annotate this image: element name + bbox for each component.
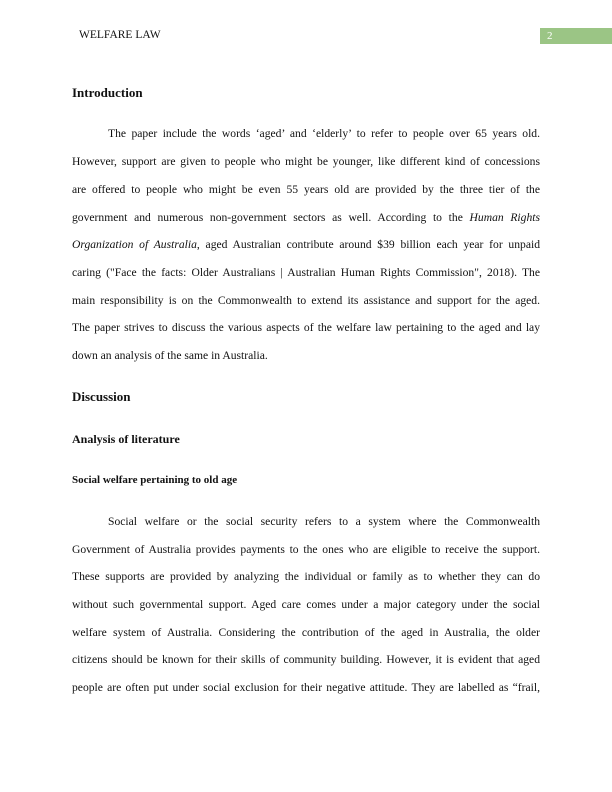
heading-analysis: Analysis of literature [72, 432, 180, 446]
intro-line: Organization of Australia, aged Australian contribute around $39 billion each year for unpaid [72, 238, 540, 251]
heading-discussion: Discussion [72, 389, 131, 404]
intro-line: However, support are given to people who might be younger, like different kind of concessions [72, 155, 540, 168]
heading-social-welfare: Social welfare pertaining to old age [72, 474, 238, 486]
intro-line: The paper strives to discuss the various aspects of the welfare law pertaining to the aged and lay [72, 321, 540, 334]
intro-line: down an analysis of the same in Australia. [72, 349, 268, 362]
italic-org-name: Organization of Australia [72, 238, 197, 251]
page-number: 2 [540, 28, 612, 44]
intro-line: government and numerous non-government sectors as well. According to the Human Rights [72, 211, 540, 224]
welfare-line: These supports are provided by analyzing the individual or family as to whether they can do [72, 570, 540, 583]
welfare-line: Social welfare or the social security refers to a system where the Commonwealth [108, 515, 540, 528]
welfare-line: citizens should be known for their skills of community building. However, it is evident that aged [72, 653, 540, 666]
intro-line: main responsibility is on the Commonwealth to extend its assistance and support for the aged. [72, 294, 540, 307]
intro-line: The paper include the words ‘aged’ and ‘elderly’ to refer to people over 65 years old. [108, 127, 540, 140]
intro-line: caring ("Face the facts: Older Australians | Australian Human Rights Commission", 2018). The [72, 266, 540, 279]
heading-introduction: Introduction [72, 85, 143, 100]
welfare-line: Government of Australia provides payments to the ones who are eligible to receive the support. [72, 543, 540, 556]
welfare-line: welfare system of Australia. Considering the contribution of the aged in Australia, the older [72, 626, 540, 639]
welfare-line: people are often put under social exclusion for their negative attitude. They are labelled as “frail, [72, 681, 540, 694]
italic-org-name: Human Rights [469, 211, 540, 224]
running-head: WELFARE LAW [79, 29, 161, 41]
intro-line: are offered to people who might be even 55 years old are provided by the three tier of the [72, 183, 540, 196]
welfare-line: without such governmental support. Aged care comes under a major category under the social [72, 598, 540, 611]
